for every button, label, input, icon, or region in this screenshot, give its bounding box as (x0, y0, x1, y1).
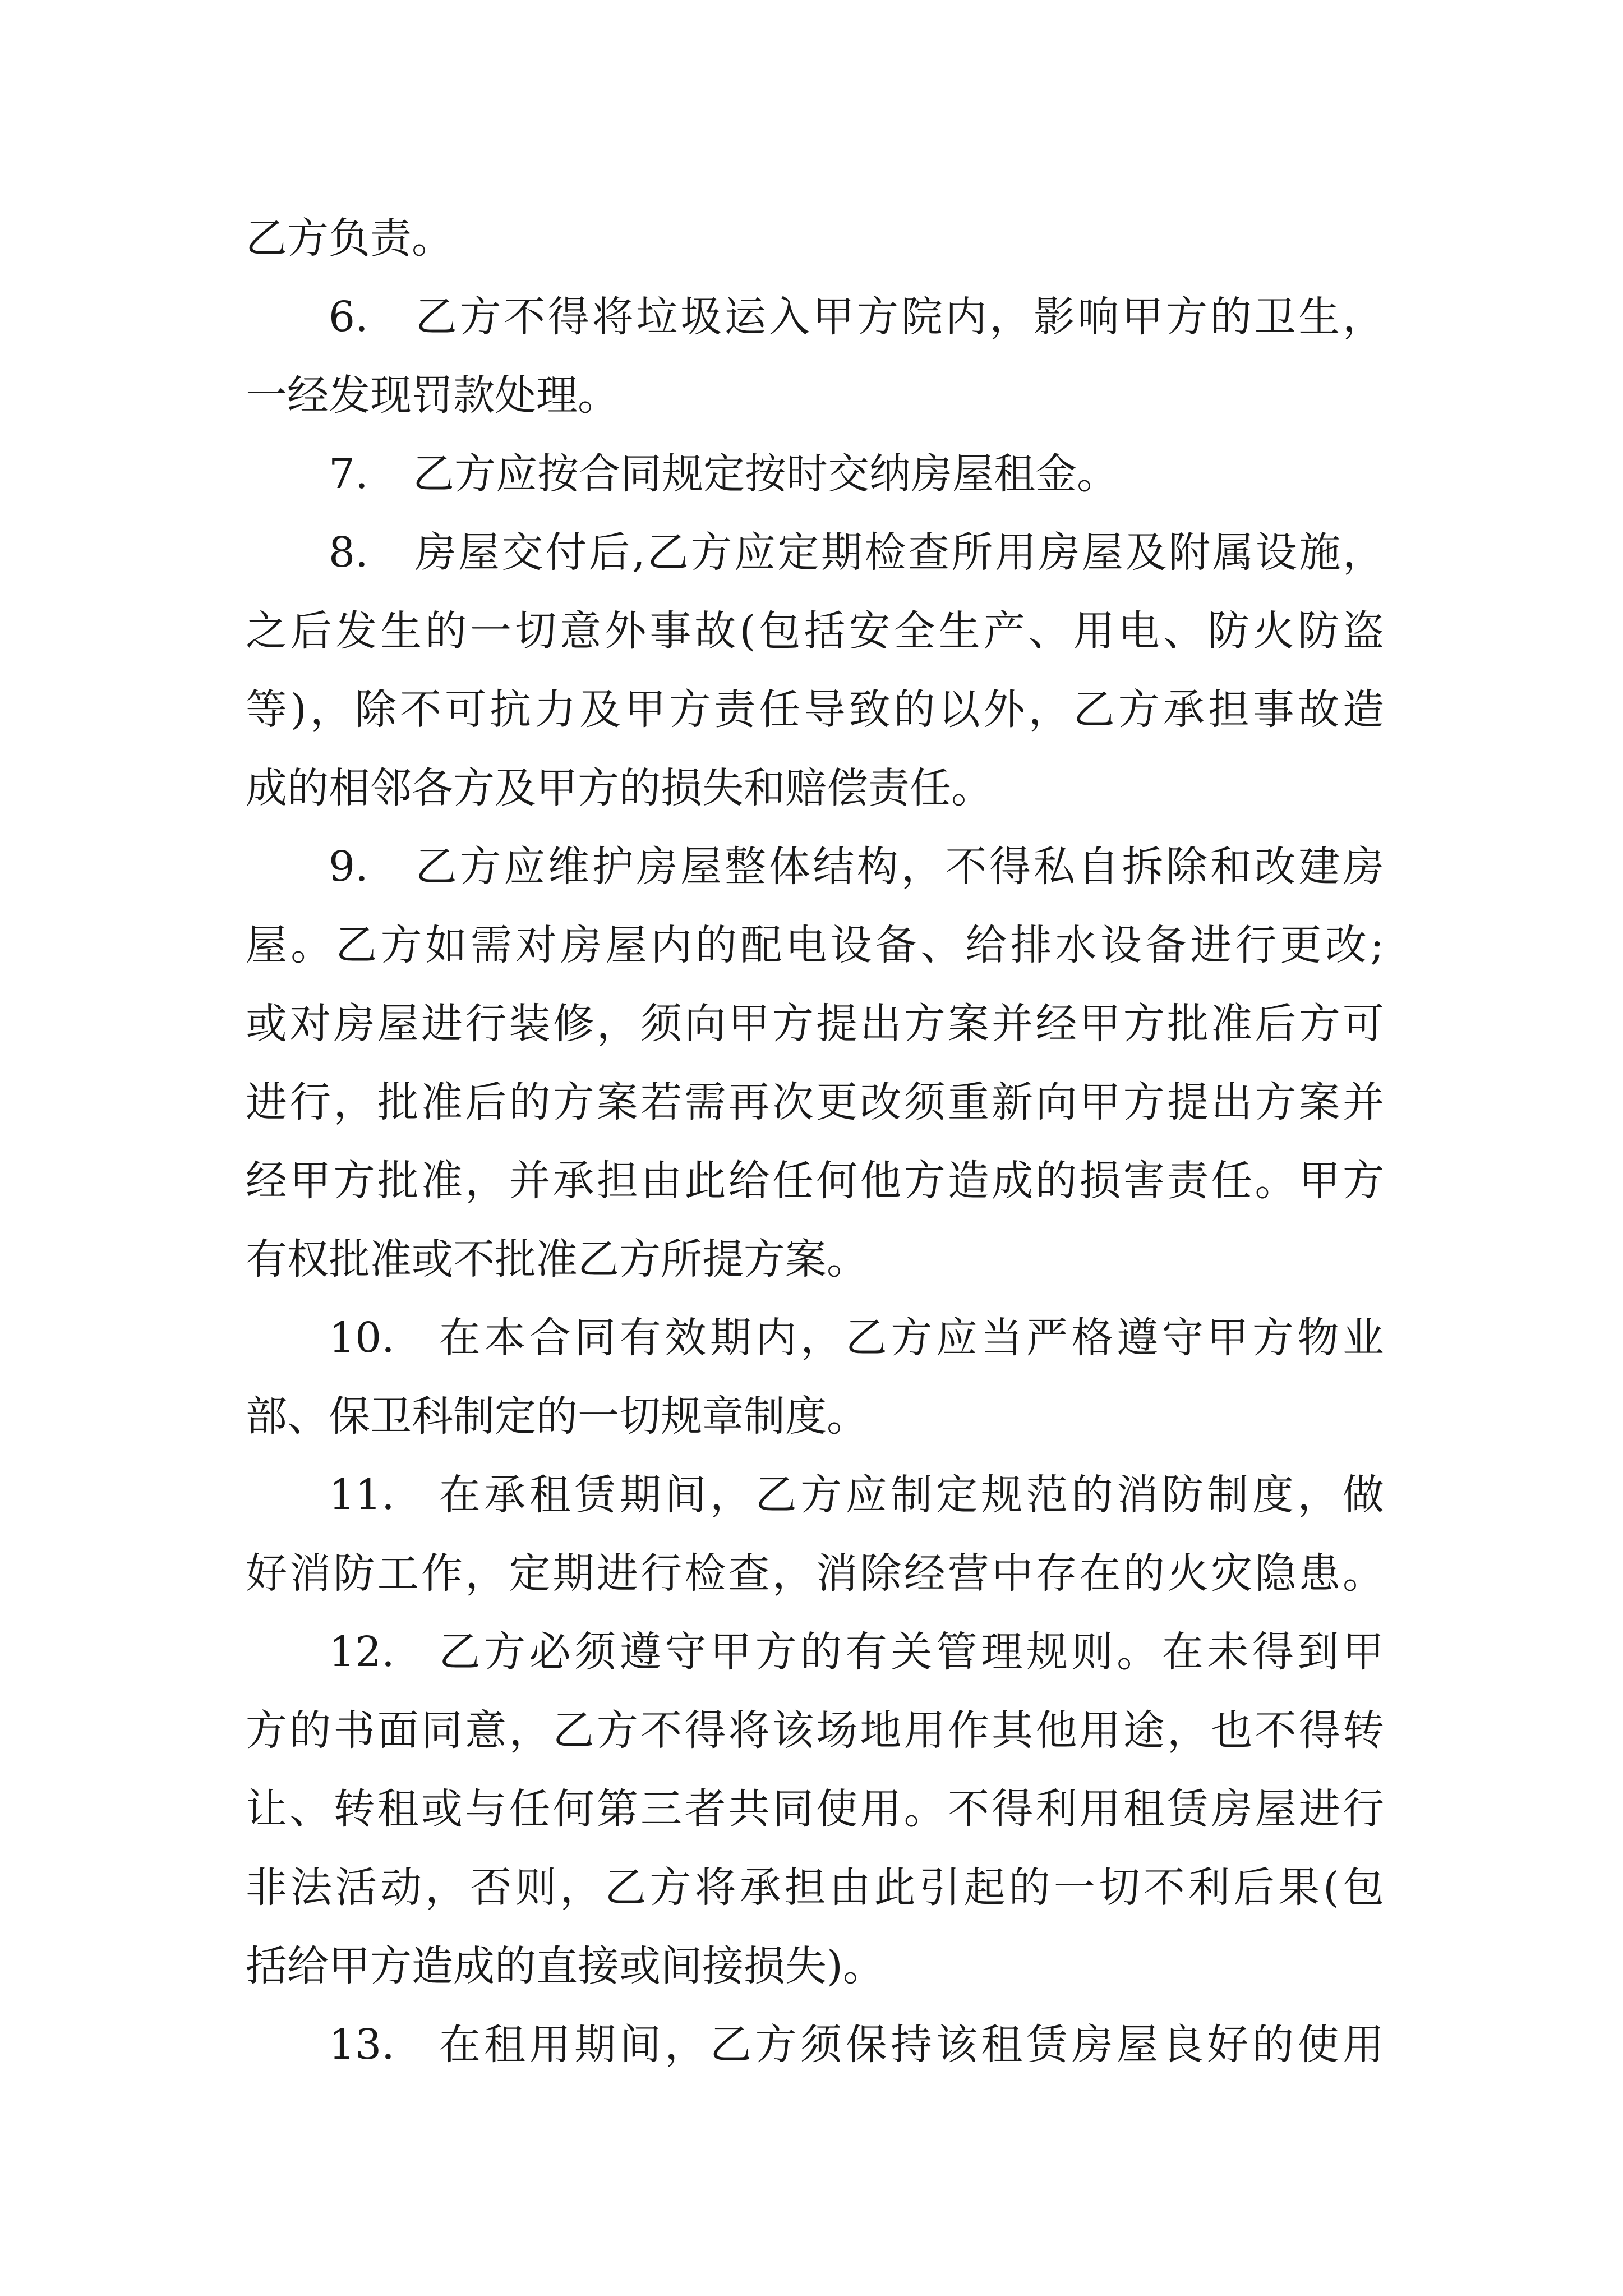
line-text: 好消防工作，定期进行检查，消除经营中存在的火灾隐患。 (246, 1549, 1384, 1598)
line-text: 等)，除不可抗力及甲方责任导致的以外，乙方承担事故造 (246, 685, 1384, 734)
line-text: 乙方必须遵守甲方的有关管理规则。在未得到甲 (435, 1628, 1384, 1676)
clause-7 (329, 435, 1384, 513)
line-text: 在承租赁期间，乙方应制定规范的消防制度，做 (435, 1471, 1384, 1519)
line-text: 有权批准或不批准乙方所提方案。 (246, 1235, 868, 1283)
text-line (246, 1848, 1384, 1927)
line-text: 成的相邻各方及甲方的损失和赔偿责任。 (246, 764, 993, 812)
text-line (246, 1770, 1384, 1848)
text-line (246, 1377, 1384, 1456)
text-line (246, 1063, 1384, 1142)
text-line (246, 1142, 1384, 1220)
clause-12 (329, 1613, 1384, 1691)
clause-number: 7. (329, 450, 368, 498)
text-line (246, 592, 1384, 670)
text-line (246, 356, 1384, 435)
line-text: 方的书面同意，乙方不得将该场地用作其他用途，也不得转 (246, 1706, 1384, 1755)
clause-6 (329, 278, 1384, 356)
clause-number: 12. (329, 1628, 395, 1676)
line-text: 之后发生的一切意外事故(包括安全生产、用电、防火防盗 (246, 607, 1384, 655)
clause-number: 6. (329, 293, 368, 341)
line-text: 进行，批准后的方案若需再次更改须重新向甲方提出方案并 (246, 1078, 1384, 1126)
text-line (246, 670, 1384, 749)
text-line (246, 984, 1384, 1063)
line-text: 房屋交付后,乙方应定期检查所用房屋及附属设施， (413, 528, 1384, 577)
line-text: 在租用期间，乙方须保持该租赁房屋良好的使用 (435, 2021, 1384, 2069)
text-line (246, 1927, 1384, 2005)
line-text: 乙方不得将垃圾运入甲方院内，影响甲方的卫生， (413, 293, 1384, 341)
text-line (246, 1691, 1384, 1770)
line-text: 非法活动，否则，乙方将承担由此引起的一切不利后果(包 (246, 1864, 1384, 1912)
text-line (246, 1534, 1384, 1613)
clause-number: 8. (329, 528, 368, 577)
line-text: 部、保卫科制定的一切规章制度。 (246, 1392, 868, 1441)
line-text: 一经发现罚款处理。 (246, 371, 619, 420)
clause-9 (329, 827, 1384, 906)
line-text: 乙方负责。 (246, 214, 453, 263)
line-text: 屋。乙方如需对房屋内的配电设备、给排水设备进行更改; (246, 921, 1384, 969)
clause-13 (329, 2005, 1384, 2084)
clause-number: 10. (329, 1314, 395, 1362)
line-text: 括给甲方造成的直接或间接损失)。 (246, 1942, 884, 1990)
clause-number: 9. (329, 843, 368, 891)
clause-11 (329, 1456, 1384, 1534)
line-text: 乙方应维护房屋整体结构，不得私自拆除和改建房 (413, 843, 1384, 891)
text-line (246, 906, 1384, 984)
text-line (246, 199, 1384, 278)
line-text: 经甲方批准，并承担由此给任何他方造成的损害责任。甲方 (246, 1157, 1384, 1205)
clause-number: 11. (329, 1471, 395, 1519)
text-line (246, 749, 1384, 827)
line-text: 在本合同有效期内，乙方应当严格遵守甲方物业 (435, 1314, 1384, 1362)
clause-8 (329, 513, 1384, 592)
line-text: 让、转租或与任何第三者共同使用。不得利用租赁房屋进行 (246, 1785, 1384, 1833)
clause-10 (329, 1299, 1384, 1377)
line-text: 乙方应按合同规定按时交纳房屋租金。 (413, 450, 1118, 498)
clause-number: 13. (329, 2021, 395, 2069)
text-line (246, 1220, 1384, 1299)
line-text: 或对房屋进行装修，须向甲方提出方案并经甲方批准后方可 (246, 1000, 1384, 1048)
